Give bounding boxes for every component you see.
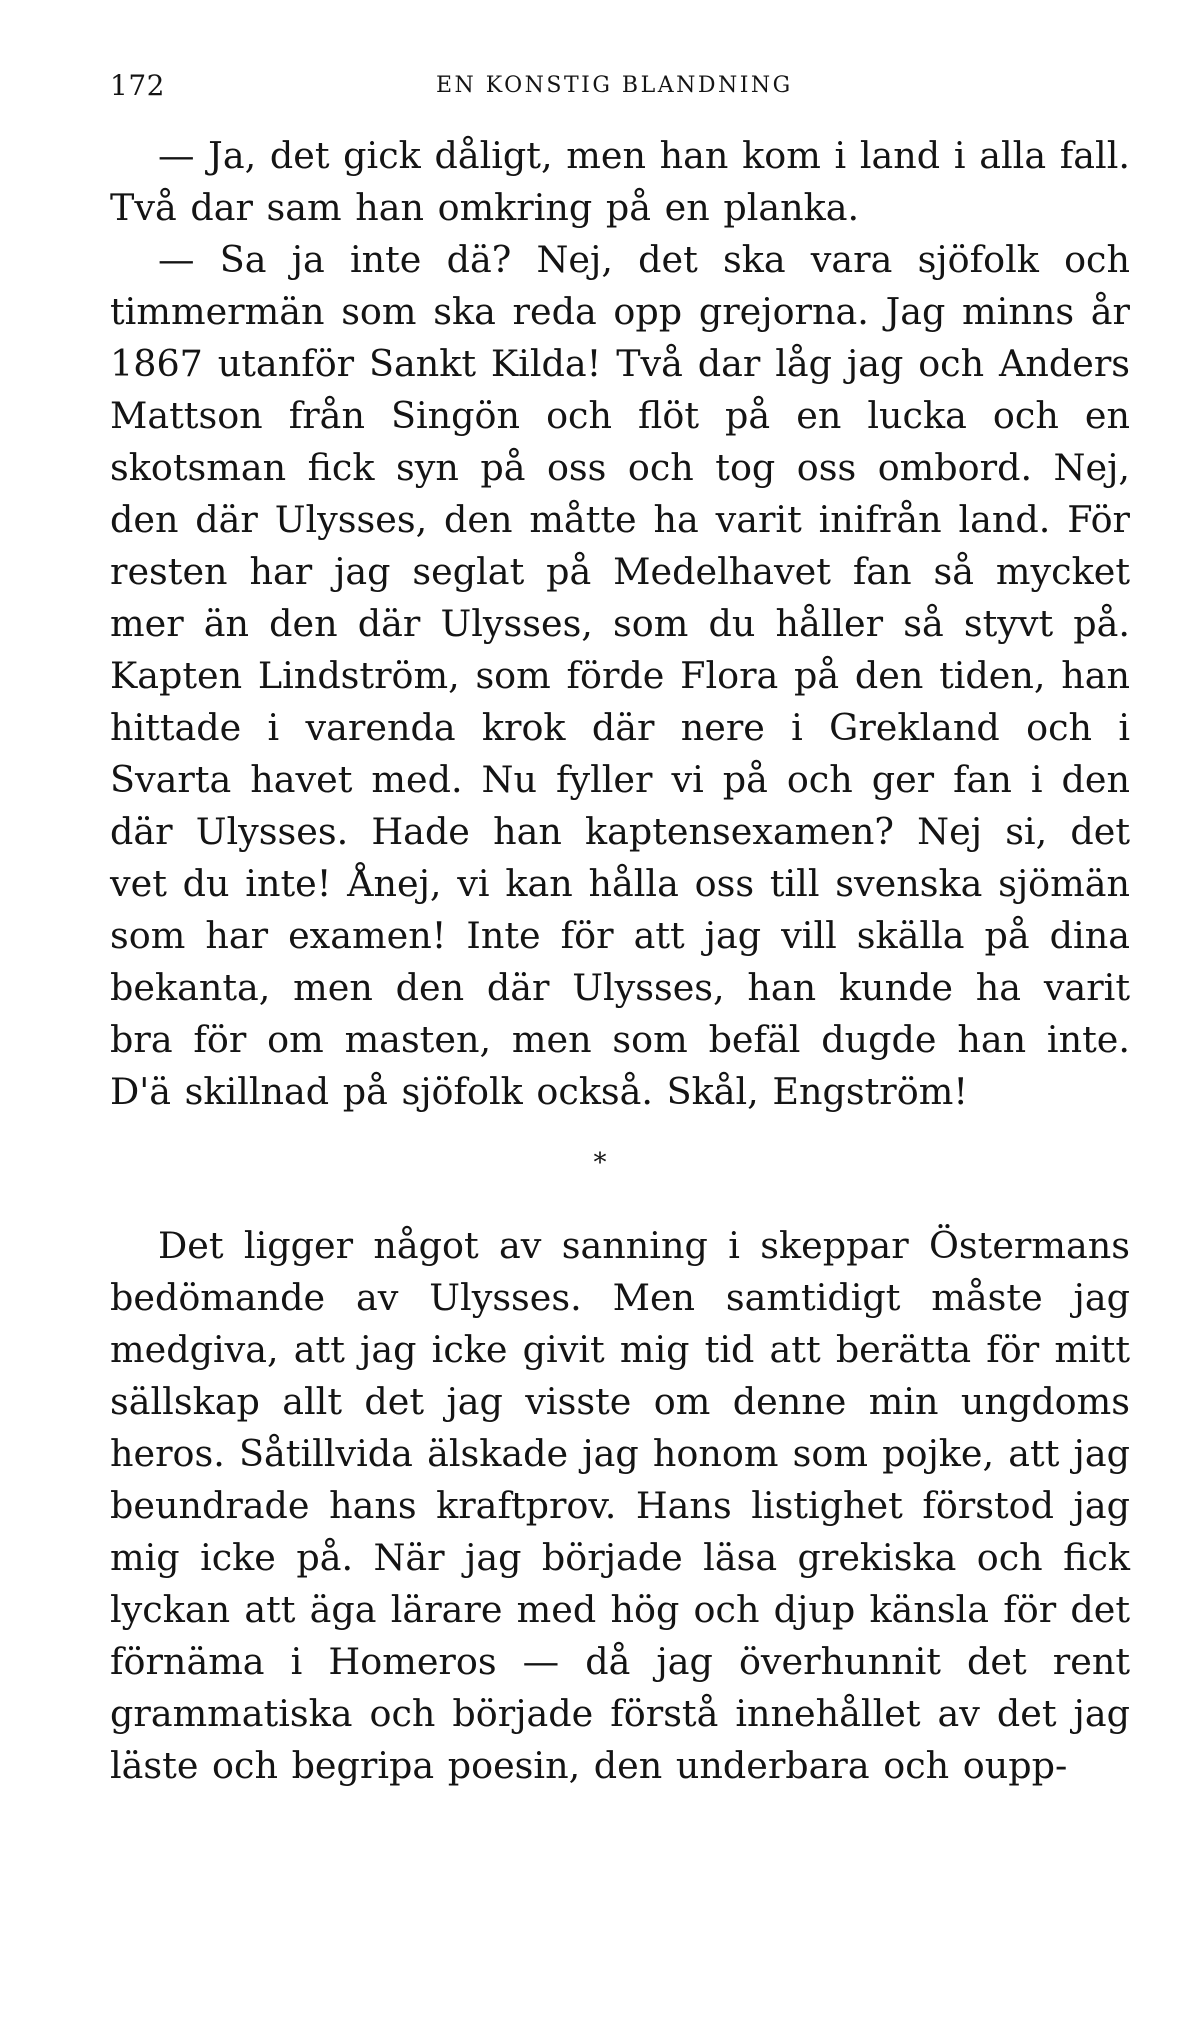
dialogue-section	[110, 130, 1130, 1118]
narrative-section	[110, 1220, 1130, 1792]
running-head	[110, 66, 1120, 106]
paragraph: — Ja, det gick dåligt, men han kom i land i alla fall. Två dar sam han omkring på en planka.	[110, 134, 1130, 229]
page-number: 172	[110, 69, 165, 102]
running-title: EN KONSTIG BLANDNING	[436, 73, 793, 98]
paragraph: Det ligger något av sanning i skeppar Östermans bedömande av Ulysses. Men samtidigt måste jag medgiva, att jag icke givit mig tid att berätta för mitt sällskap allt det jag visste om denne min ungdoms heros. Såtillvida älskade jag honom som pojke, att jag beundrade hans kraftprov. Hans listighet förstod jag mig icke på. När jag började läsa grekiska och fick lyckan att äga lärare med hög och djup känsla för det förnäma i Homeros — då jag överhunnit det rent grammatiska och började förstå innehållet av det jag läste och begripa poesin, den underbara och oupp-	[110, 1224, 1130, 1787]
paragraph: — Sa ja inte dä? Nej, det ska vara sjöfolk och timmermän som ska reda opp grejorna. Jag minns år 1867 utanför Sankt Kilda! Två dar låg jag och Anders Mattson från Singön och flöt på en lucka och en skotsman fick syn på oss och tog oss ombord. Nej, den där Ulysses, den måtte ha varit inifrån land. För resten har jag seglat på Medelhavet fan så mycket mer än den där Ulysses, som du håller så styvt på. Kapten Lindström, som förde Flora på den tiden, han hittade i varenda krok där nere i Grekland och i Svarta havet med. Nu fyller vi på och ger fan i den där Ulysses. Hade han kaptensexamen? Nej si, det vet du inte! Ånej, vi kan hålla oss till svenska sjömän som har examen! Inte för att jag vill skälla på dina bekanta, men den där Ulysses, han kunde ha varit bra för om masten, men som befäl dugde han inte. D'ä skillnad på sjöfolk också. Skål, Engström!	[110, 238, 1130, 1113]
section-separator: *	[593, 1148, 607, 1178]
